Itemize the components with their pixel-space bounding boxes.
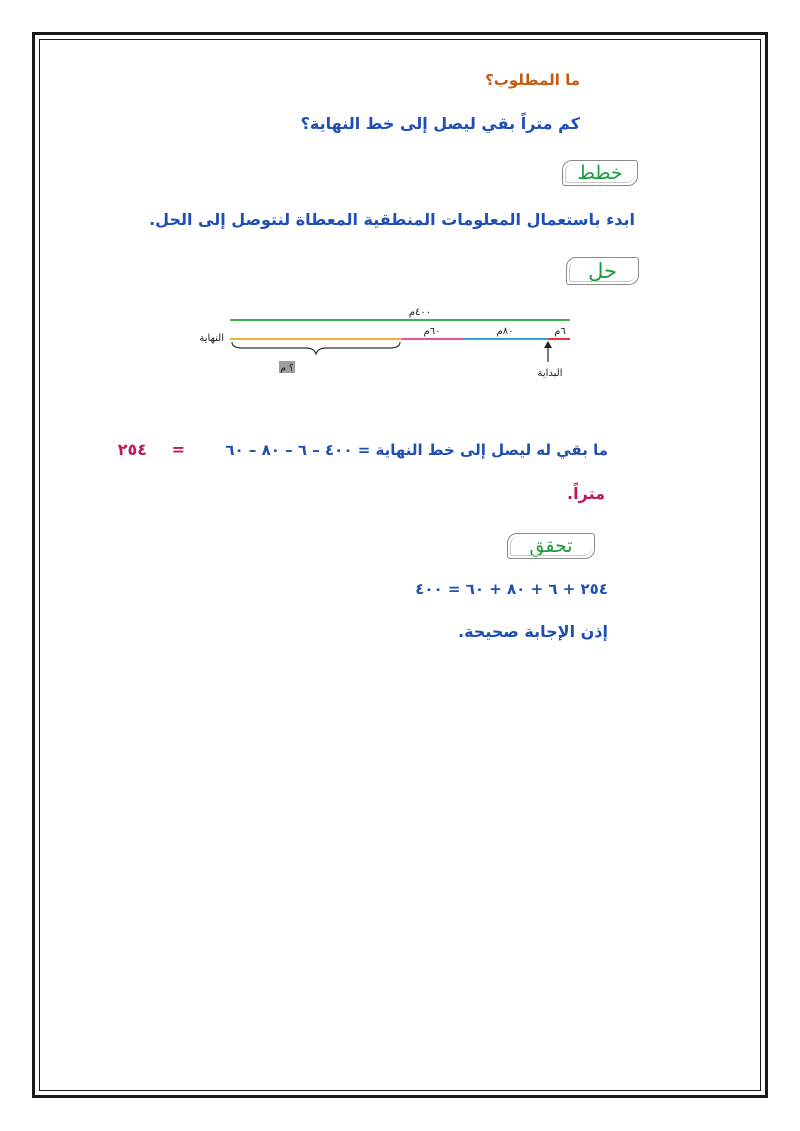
check-equation: ٢٥٤ + ٦ + ٨٠ + ٦٠ = ٤٠٠ [415,580,608,598]
solve-tag [566,257,639,285]
unknown-label: ؟ م [280,364,294,374]
unknown-brace [232,342,400,354]
required-question: كم متراً بقي ليصل إلى خط النهاية؟ [300,114,580,133]
plan-tag [562,160,638,186]
total-distance-label: ٤٠٠م [408,307,432,318]
plan-text: ابدء باستعمال المعلومات المنطقية المعطاة لنتوصل إلى الحل. [149,210,635,229]
segment-80-label: ٨٠م [496,326,514,337]
plan-tag-label: خطط [577,162,623,184]
solution-equation: ما بقي له ليصل إلى خط النهاية = ٤٠٠ – ٦ – ٨٠ – ٦٠ [225,441,608,459]
start-arrow-head [544,341,552,348]
start-label: البداية [537,368,563,379]
check-tag [507,533,595,559]
distance-diagram [180,300,600,385]
check-tag-label: تحقق [529,535,573,557]
page-border-inner [39,39,761,1091]
solution-unit: متراً. [567,484,605,503]
solve-tag-label: حل [588,259,617,283]
finish-label: النهاية [199,333,224,344]
segment-6-label: ٦م [554,326,566,337]
solution-result: ٢٥٤ [117,440,147,459]
segment-60-label: ٦٠م [423,326,441,337]
check-conclusion: إذن الإجابة صحيحة. [458,622,608,641]
required-heading: ما المطلوب؟ [485,71,580,89]
solution-equals: = [171,440,185,459]
